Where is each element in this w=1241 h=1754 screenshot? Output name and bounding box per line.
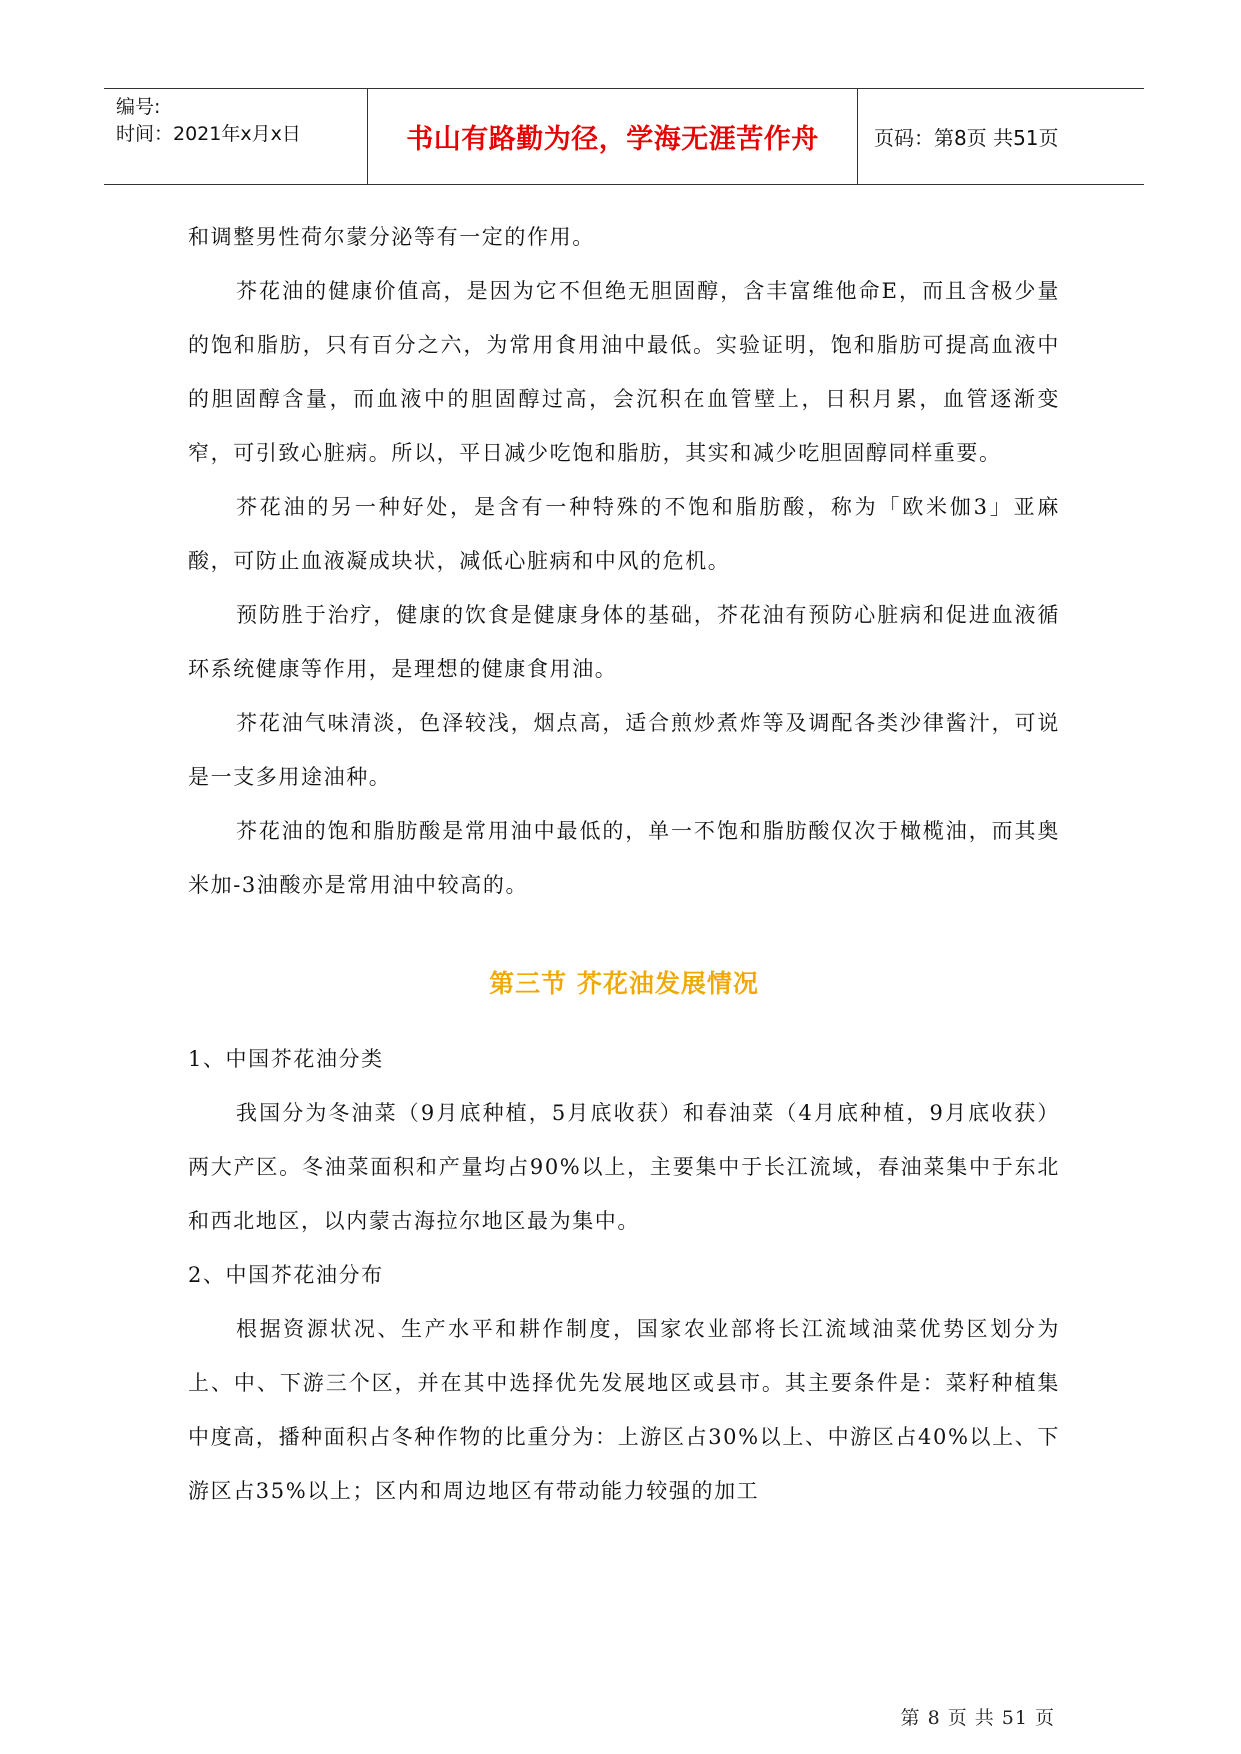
paragraph: 芥花油的另一种好处，是含有一种特殊的不饱和脂肪酸，称为「欧米伽3」亚麻酸，可防止血液凝成块状，减低心脏病和中风的危机。 — [188, 495, 1060, 573]
header-meta — [104, 89, 368, 184]
spacer — [188, 1000, 1060, 1032]
paragraph: 和调整男性荷尔蒙分泌等有一定的作用。 — [188, 225, 595, 249]
page-footer: 第 8 页 共 51 页 — [900, 1707, 1055, 1729]
subheading: 1、中国芥花油分类 — [188, 1047, 384, 1071]
header-motto: 书山有路勤为径，学海无涯苦作舟 — [368, 89, 858, 184]
section-title: 第三节 芥花油发展情况 — [489, 969, 759, 998]
number-label: 编号: — [116, 96, 161, 118]
paragraph: 我国分为冬油菜（9月底种植，5月底收获）和春油菜（4月底种植，9月底收获）两大产区。冬油菜面积和产量均占90%以上，主要集中于长江流域，春油菜集中于东北和西北地区，以内蒙古海拉尔地区最为集中。 — [188, 1101, 1060, 1233]
paragraph: 芥花油气味清淡，色泽较浅，烟点高，适合煎炒煮炸等及调配各类沙律酱汁，可说是一支多用途油种。 — [188, 711, 1060, 789]
spacer — [188, 912, 1060, 964]
header-page-code: 页码：第8页 共51页 — [874, 126, 1059, 150]
page-header — [104, 88, 1144, 185]
document-body — [188, 210, 1060, 1518]
paragraph: 芥花油的健康价值高，是因为它不但绝无胆固醇，含丰富维他命E，而且含极少量的饱和脂肪，只有百分之六，为常用食用油中最低。实验证明，饱和脂肪可提高血液中的胆固醇含量，而血液中的胆固醇过高，会沉积在血管壁上，日积月累，血管逐渐变窄，可引致心脏病。所以，平日减少吃饱和脂肪，其实和减少吃胆固醇同样重要。 — [188, 279, 1060, 465]
paragraph: 芥花油的饱和脂肪酸是常用油中最低的，单一不饱和脂肪酸仅次于橄榄油，而其奥米加-3油酸亦是常用油中较高的。 — [188, 819, 1060, 897]
paragraph: 根据资源状况、生产水平和耕作制度，国家农业部将长江流域油菜优势区划分为上、中、下游三个区，并在其中选择优先发展地区或县市。其主要条件是：菜籽种植集中度高，播种面积占冬种作物的比重分为：上游区占30%以上、中游区占40%以上、下游区占35%以上；区内和周边地区有带动能力较强的加工 — [188, 1317, 1060, 1503]
paragraph: 预防胜于治疗，健康的饮食是健康身体的基础，芥花油有预防心脏病和促进血液循环系统健康等作用，是理想的健康食用油。 — [188, 603, 1060, 681]
subheading: 2、中国芥花油分布 — [188, 1263, 384, 1287]
time-label: 时间：2021年x月x日 — [116, 123, 301, 145]
